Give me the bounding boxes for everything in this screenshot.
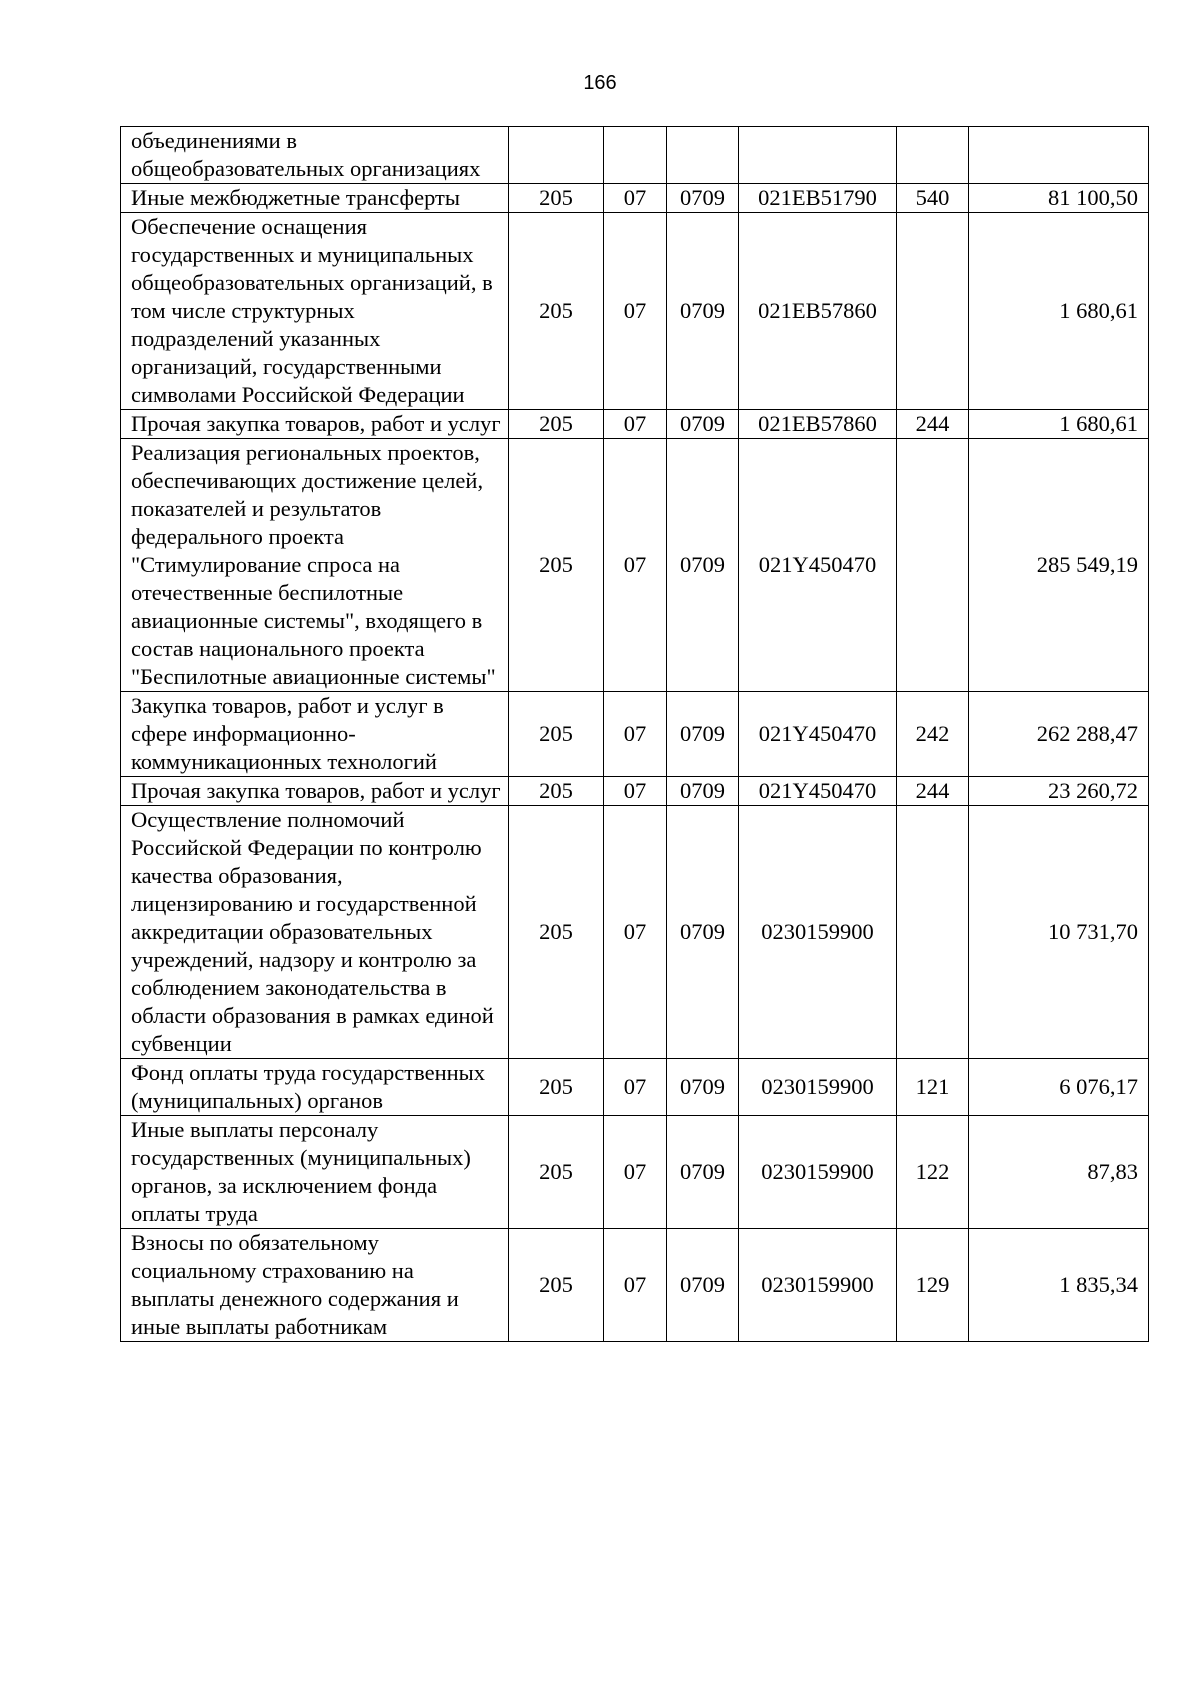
row-subsection-cell: 0709 (667, 777, 739, 806)
row-section-cell: 07 (604, 777, 667, 806)
row-name-cell: Осуществление полномочий Российской Федерации по контролю качества образования, лицензированию и государственной аккредитации образовательных учреждений, надзору и контролю за соблюдением законодательства в области образования в рамках единой субвенции (121, 806, 509, 1059)
table-row (121, 213, 1149, 410)
row-subsection-cell: 0709 (667, 439, 739, 692)
row-expense-type-cell (897, 213, 969, 410)
row-expense-type-cell: 244 (897, 410, 969, 439)
row-target-article-cell: 0230159900 (739, 1059, 897, 1116)
row-subsection-cell: 0709 (667, 806, 739, 1059)
row-expense-type-cell (897, 806, 969, 1059)
row-expense-type-cell (897, 439, 969, 692)
row-amount-cell: 87,83 (969, 1116, 1149, 1229)
table-row (121, 439, 1149, 692)
row-subsection-cell: 0709 (667, 1059, 739, 1116)
page-number: 166 (583, 72, 617, 94)
row-subsection-cell: 0709 (667, 213, 739, 410)
row-expense-type-cell: 242 (897, 692, 969, 777)
row-expense-type-cell: 540 (897, 184, 969, 213)
row-expense-type-cell: 244 (897, 777, 969, 806)
row-target-article-cell: 021Y450470 (739, 777, 897, 806)
row-amount-cell: 23 260,72 (969, 777, 1149, 806)
table-row (121, 410, 1149, 439)
table-row (121, 184, 1149, 213)
row-name-cell: Реализация региональных проектов, обеспечивающих достижение целей, показателей и результатов федерального проекта "Стимулирование спроса на отечественные беспилотные авиационные системы", входящего в состав национального проекта "Беспилотные авиационные системы" (121, 439, 509, 692)
row-section-cell: 07 (604, 1116, 667, 1229)
row-amount-cell: 1 680,61 (969, 410, 1149, 439)
table-row (121, 1229, 1149, 1342)
row-amount-cell: 6 076,17 (969, 1059, 1149, 1116)
row-target-article-cell: 021ЕВ57860 (739, 410, 897, 439)
row-target-article-cell: 0230159900 (739, 1229, 897, 1342)
row-section-cell: 07 (604, 439, 667, 692)
row-name-cell: Иные межбюджетные трансферты (121, 184, 509, 213)
row-amount-cell: 262 288,47 (969, 692, 1149, 777)
row-ved-cell (509, 127, 604, 184)
row-subsection-cell: 0709 (667, 1229, 739, 1342)
row-amount-cell: 285 549,19 (969, 439, 1149, 692)
row-subsection-cell: 0709 (667, 410, 739, 439)
row-ved-cell: 205 (509, 1229, 604, 1342)
row-name-cell: Фонд оплаты труда государственных (муниципальных) органов (121, 1059, 509, 1116)
row-name-cell: Закупка товаров, работ и услуг в сфере информационно-коммуникационных технологий (121, 692, 509, 777)
row-ved-cell: 205 (509, 777, 604, 806)
row-target-article-cell (739, 127, 897, 184)
row-expense-type-cell: 122 (897, 1116, 969, 1229)
table-row (121, 1116, 1149, 1229)
row-ved-cell: 205 (509, 184, 604, 213)
row-subsection-cell: 0709 (667, 1116, 739, 1229)
row-subsection-cell: 0709 (667, 184, 739, 213)
row-section-cell: 07 (604, 184, 667, 213)
row-amount-cell: 1 835,34 (969, 1229, 1149, 1342)
table-row (121, 1059, 1149, 1116)
row-name-cell: Взносы по обязательному социальному страхованию на выплаты денежного содержания и иные выплаты работникам (121, 1229, 509, 1342)
row-ved-cell: 205 (509, 410, 604, 439)
row-ved-cell: 205 (509, 1116, 604, 1229)
row-section-cell: 07 (604, 213, 667, 410)
row-target-article-cell: 021ЕВ51790 (739, 184, 897, 213)
table-row (121, 777, 1149, 806)
table-row (121, 127, 1149, 184)
row-ved-cell: 205 (509, 692, 604, 777)
row-section-cell: 07 (604, 692, 667, 777)
row-section-cell: 07 (604, 1059, 667, 1116)
row-section-cell: 07 (604, 806, 667, 1059)
table-row (121, 806, 1149, 1059)
row-target-article-cell: 0230159900 (739, 806, 897, 1059)
row-target-article-cell: 021Y450470 (739, 692, 897, 777)
table-row (121, 692, 1149, 777)
row-section-cell (604, 127, 667, 184)
row-amount-cell: 1 680,61 (969, 213, 1149, 410)
row-name-cell: Обеспечение оснащения государственных и муниципальных общеобразовательных организаций, в том числе структурных подразделений указанных организаций, государственными символами Российской Федерации (121, 213, 509, 410)
row-expense-type-cell (897, 127, 969, 184)
row-target-article-cell: 021ЕВ57860 (739, 213, 897, 410)
row-section-cell: 07 (604, 410, 667, 439)
row-subsection-cell: 0709 (667, 692, 739, 777)
row-ved-cell: 205 (509, 806, 604, 1059)
budget-table (120, 126, 1149, 1342)
row-expense-type-cell: 129 (897, 1229, 969, 1342)
row-section-cell: 07 (604, 1229, 667, 1342)
row-target-article-cell: 0230159900 (739, 1116, 897, 1229)
row-ved-cell: 205 (509, 1059, 604, 1116)
row-ved-cell: 205 (509, 213, 604, 410)
row-ved-cell: 205 (509, 439, 604, 692)
row-expense-type-cell: 121 (897, 1059, 969, 1116)
row-name-cell: Прочая закупка товаров, работ и услуг (121, 777, 509, 806)
budget-table-body (121, 127, 1149, 1342)
row-target-article-cell: 021Y450470 (739, 439, 897, 692)
row-name-cell: объединениями в общеобразовательных организациях (121, 127, 509, 184)
row-amount-cell (969, 127, 1149, 184)
row-amount-cell: 10 731,70 (969, 806, 1149, 1059)
row-subsection-cell (667, 127, 739, 184)
row-name-cell: Прочая закупка товаров, работ и услуг (121, 410, 509, 439)
row-name-cell: Иные выплаты персоналу государственных (муниципальных) органов, за исключением фонда оплаты труда (121, 1116, 509, 1229)
row-amount-cell: 81 100,50 (969, 184, 1149, 213)
